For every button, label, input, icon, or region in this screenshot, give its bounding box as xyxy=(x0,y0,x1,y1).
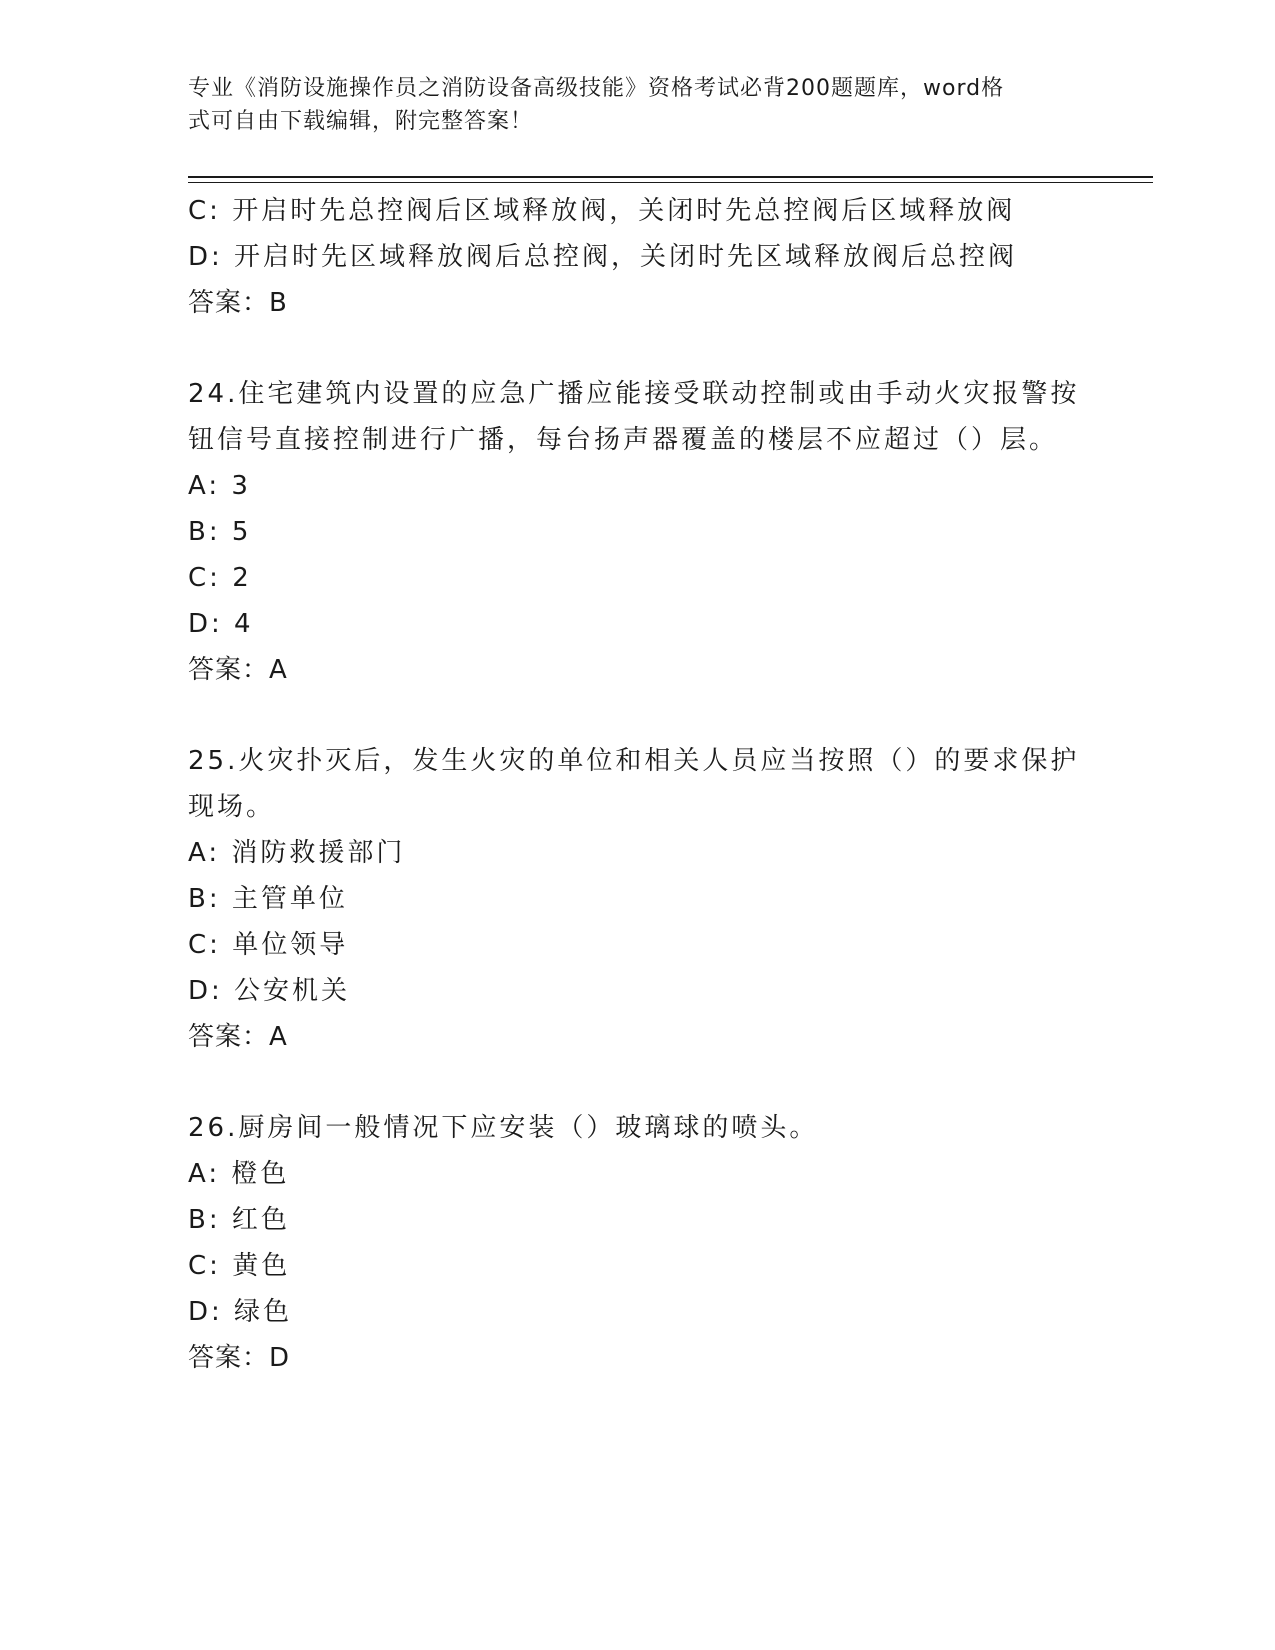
answer-line: 答案：D xyxy=(188,1343,291,1373)
option-text: 公安机关 xyxy=(234,976,351,1006)
option-d xyxy=(188,234,1088,280)
option-b xyxy=(188,509,1088,555)
header-line-2: 式可自由下载编辑，附完整答案！ xyxy=(188,109,534,134)
option-label: C: xyxy=(188,1251,221,1281)
question-content xyxy=(188,188,1088,1381)
option-text: 4 xyxy=(234,609,254,639)
spacer xyxy=(188,1060,1088,1105)
question-stem-line: 现场。 xyxy=(188,792,276,822)
question-stem-line: 25.火灾扑灭后，发生火灾的单位和相关人员应当按照（）的要求保护 xyxy=(188,746,1080,776)
option-label: C: xyxy=(188,930,221,960)
answer-line: 答案：A xyxy=(188,1022,288,1052)
option-label: C: xyxy=(188,563,221,593)
option-c xyxy=(188,922,1088,968)
question-stem-line: 24.住宅建筑内设置的应急广播应能接受联动控制或由手动火灾报警按 xyxy=(188,379,1080,409)
option-label: D: xyxy=(188,242,223,272)
question-stem-line: 26.厨房间一般情况下应安装（）玻璃球的喷头。 xyxy=(188,1113,819,1143)
header-divider-thin xyxy=(188,182,1153,183)
option-text: 红色 xyxy=(231,1205,290,1235)
question-block-26 xyxy=(188,1105,1088,1381)
answer-line: 答案：B xyxy=(188,288,288,318)
option-c xyxy=(188,555,1088,601)
document-header xyxy=(188,72,1068,138)
option-text: 开启时先总控阀后区域释放阀，关闭时先总控阀后区域释放阀 xyxy=(232,196,1016,226)
option-text: 3 xyxy=(231,471,251,501)
header-divider-thick xyxy=(188,176,1153,178)
option-label: C: xyxy=(188,196,221,226)
option-d xyxy=(188,601,1088,647)
option-c xyxy=(188,1243,1088,1289)
spacer xyxy=(188,326,1088,371)
option-label: D: xyxy=(188,1297,223,1327)
option-b xyxy=(188,1197,1088,1243)
option-text: 主管单位 xyxy=(231,884,348,914)
option-a xyxy=(188,1151,1088,1197)
option-text: 2 xyxy=(232,563,252,593)
spacer xyxy=(188,693,1088,738)
option-a xyxy=(188,830,1088,876)
option-label: A: xyxy=(188,838,221,868)
option-label: B: xyxy=(188,517,221,547)
option-label: A: xyxy=(188,471,221,501)
option-c xyxy=(188,188,1088,234)
option-text: 5 xyxy=(231,517,252,547)
option-text: 橙色 xyxy=(231,1159,290,1189)
option-b xyxy=(188,876,1088,922)
option-text: 黄色 xyxy=(232,1251,291,1281)
option-label: D: xyxy=(188,976,223,1006)
option-text: 单位领导 xyxy=(232,930,349,960)
option-label: D: xyxy=(188,609,223,639)
option-d xyxy=(188,1289,1088,1335)
option-text: 绿色 xyxy=(234,1297,293,1327)
partial-question-block xyxy=(188,188,1088,326)
header-line-1: 专业《消防设施操作员之消防设备高级技能》资格考试必背200题题库，word格 xyxy=(188,76,1005,101)
option-label: B: xyxy=(188,1205,221,1235)
option-label: A: xyxy=(188,1159,221,1189)
option-d xyxy=(188,968,1088,1014)
option-label: B: xyxy=(188,884,221,914)
option-text: 消防救援部门 xyxy=(231,838,406,868)
question-block-25 xyxy=(188,738,1088,1060)
option-a xyxy=(188,463,1088,509)
option-text: 开启时先区域释放阀后总控阀，关闭时先区域释放阀后总控阀 xyxy=(234,242,1018,272)
answer-line: 答案：A xyxy=(188,655,288,685)
question-block-24 xyxy=(188,371,1088,693)
question-stem-line: 钮信号直接控制进行广播，每台扬声器覆盖的楼层不应超过（）层。 xyxy=(188,425,1059,455)
